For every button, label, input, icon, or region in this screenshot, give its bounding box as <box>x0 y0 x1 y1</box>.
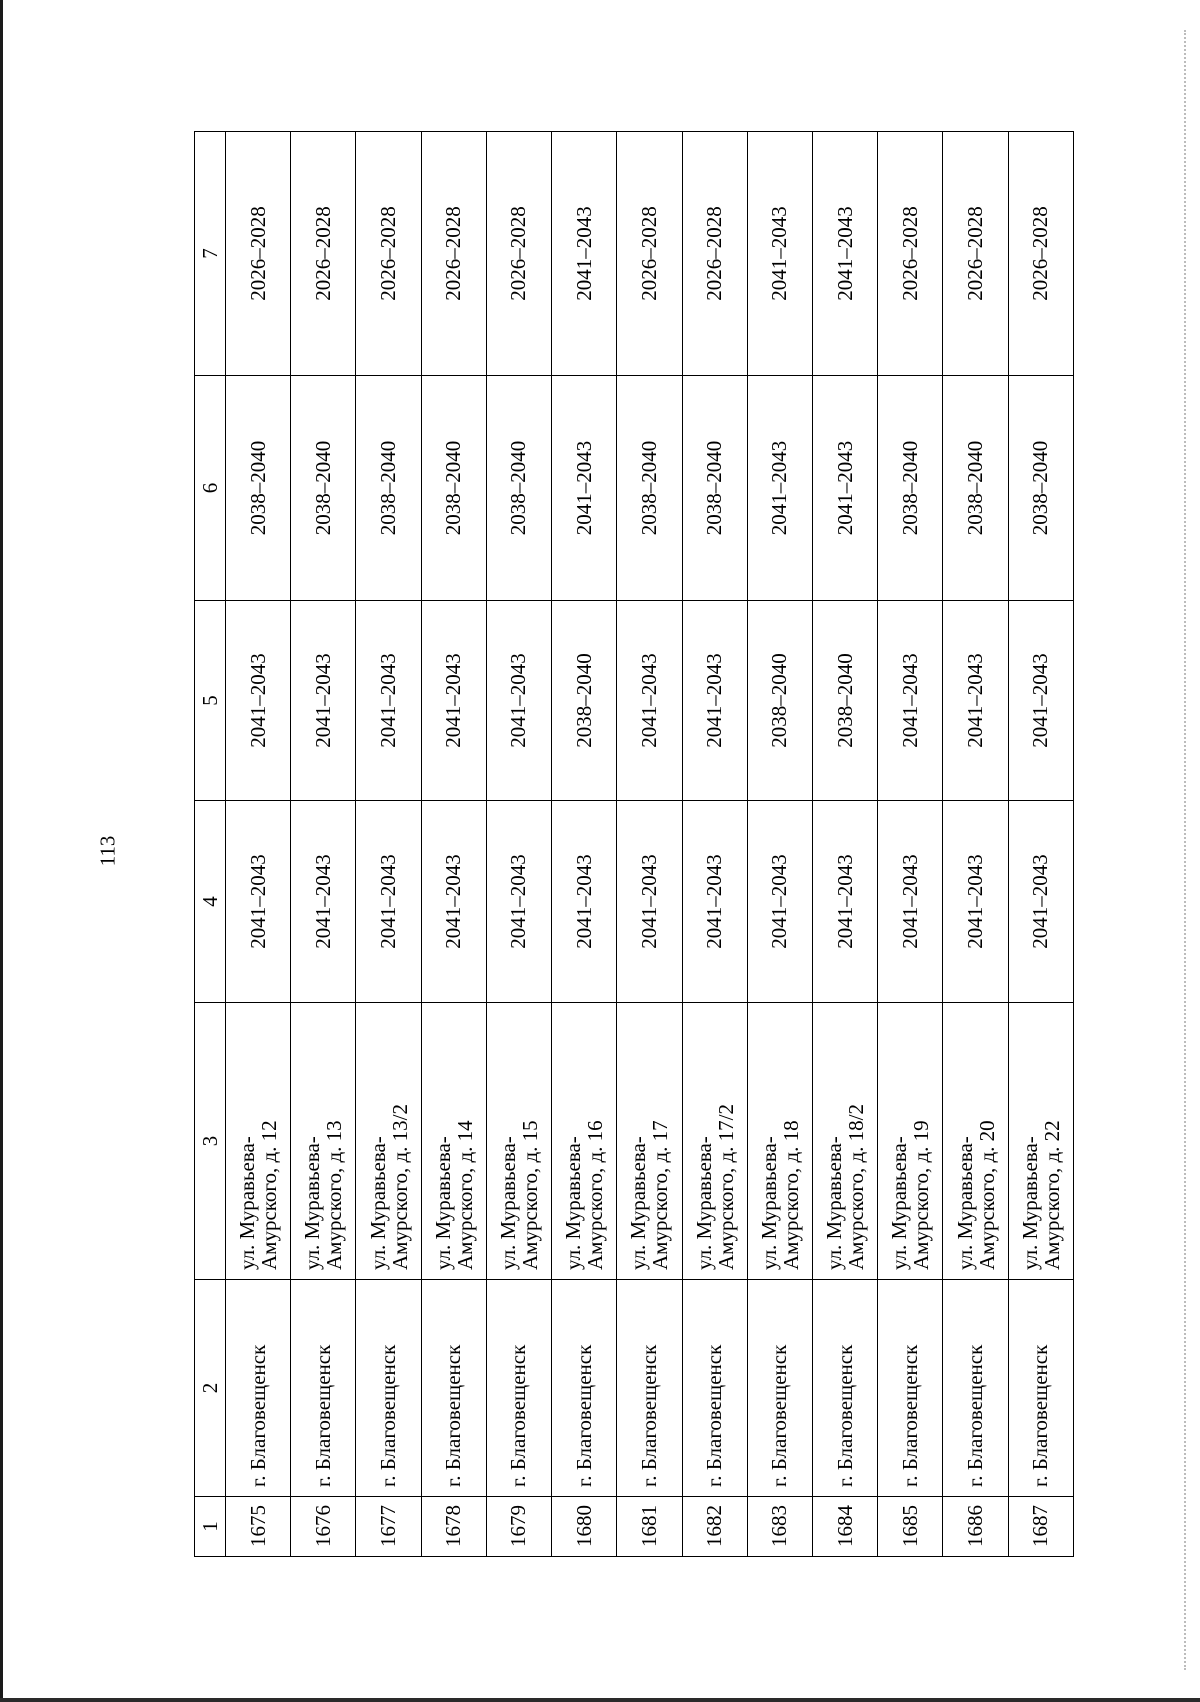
col-header-1: 1 <box>195 1497 226 1557</box>
address-street: ул. Муравьева- <box>561 1136 586 1270</box>
address-street: ул. Муравьева- <box>887 1136 912 1270</box>
cell-period-5: 2038–2040 <box>747 601 812 801</box>
cell-city: г. Благовещенск <box>878 1280 943 1497</box>
cell-address <box>421 1003 486 1280</box>
cell-period-6: 2041–2043 <box>812 376 877 601</box>
cell-city: г. Благовещенск <box>552 1280 617 1497</box>
cell-period-7: 2041–2043 <box>812 132 877 376</box>
address-street: ул. Муравьева- <box>1017 1136 1042 1270</box>
cell-period-6: 2038–2040 <box>943 376 1008 601</box>
cell-period-7: 2026–2028 <box>226 132 291 376</box>
cell-period-6: 2041–2043 <box>552 376 617 601</box>
cell-city: г. Благовещенск <box>812 1280 877 1497</box>
rotated-table-container <box>194 132 1074 1557</box>
cell-address <box>682 1003 747 1280</box>
table-row <box>291 132 356 1557</box>
cell-period-4: 2041–2043 <box>291 801 356 1003</box>
cell-period-4: 2041–2043 <box>356 801 421 1003</box>
cell-period-4: 2041–2043 <box>226 801 291 1003</box>
cell-address <box>291 1003 356 1280</box>
cell-period-7: 2026–2028 <box>617 132 682 376</box>
housing-schedule-table <box>194 131 1074 1557</box>
cell-period-5: 2041–2043 <box>356 601 421 801</box>
cell-period-4: 2041–2043 <box>1008 801 1073 1003</box>
cell-address <box>356 1003 421 1280</box>
cell-period-6: 2038–2040 <box>617 376 682 601</box>
address-house: Амурского, д. 12 <box>257 1120 282 1270</box>
cell-period-5: 2041–2043 <box>878 601 943 801</box>
cell-address <box>226 1003 291 1280</box>
table-row <box>226 132 291 1557</box>
table-row <box>617 132 682 1557</box>
address-street: ул. Муравьева- <box>626 1136 651 1270</box>
cell-period-6: 2041–2043 <box>747 376 812 601</box>
cell-number: 1677 <box>356 1497 421 1557</box>
cell-period-5: 2041–2043 <box>682 601 747 801</box>
table-row <box>552 132 617 1557</box>
table-row <box>812 132 877 1557</box>
cell-period-5: 2041–2043 <box>617 601 682 801</box>
address-house: Амурского, д. 19 <box>909 1120 934 1270</box>
cell-address <box>943 1003 1008 1280</box>
cell-period-7: 2026–2028 <box>486 132 551 376</box>
col-header-3: 3 <box>195 1003 226 1280</box>
page-number: 113 <box>95 835 120 867</box>
cell-period-6: 2038–2040 <box>682 376 747 601</box>
address-house: Амурского, д. 17 <box>648 1120 673 1270</box>
cell-number: 1679 <box>486 1497 551 1557</box>
col-header-4: 4 <box>195 801 226 1003</box>
cell-period-4: 2041–2043 <box>617 801 682 1003</box>
cell-period-7: 2026–2028 <box>943 132 1008 376</box>
address-house: Амурского, д. 22 <box>1039 1120 1064 1270</box>
cell-number: 1682 <box>682 1497 747 1557</box>
address-house: Амурского, д. 16 <box>583 1120 608 1270</box>
cell-period-6: 2038–2040 <box>1008 376 1073 601</box>
col-header-5: 5 <box>195 601 226 801</box>
address-house: Амурского, д. 13/2 <box>387 1103 412 1270</box>
cell-address <box>812 1003 877 1280</box>
rotated-table-frame <box>194 132 1074 1557</box>
address-house: Амурского, д. 18/2 <box>844 1103 869 1270</box>
scan-left-edge <box>0 0 3 1702</box>
address-street: ул. Муравьева- <box>300 1136 325 1270</box>
table-row <box>943 132 1008 1557</box>
table-row <box>421 132 486 1557</box>
cell-period-5: 2041–2043 <box>943 601 1008 801</box>
cell-city: г. Благовещенск <box>682 1280 747 1497</box>
cell-number: 1684 <box>812 1497 877 1557</box>
cell-city: г. Благовещенск <box>747 1280 812 1497</box>
address-street: ул. Муравьева- <box>495 1136 520 1270</box>
address-street: ул. Муравьева- <box>235 1136 260 1270</box>
cell-number: 1685 <box>878 1497 943 1557</box>
cell-period-5: 2041–2043 <box>226 601 291 801</box>
col-header-2: 2 <box>195 1280 226 1497</box>
table-row <box>486 132 551 1557</box>
scan-dotted-margin <box>1184 30 1186 1670</box>
address-street: ул. Муравьева- <box>822 1136 847 1270</box>
col-header-7: 7 <box>195 132 226 376</box>
address-street: ул. Муравьева- <box>365 1136 390 1270</box>
cell-address <box>747 1003 812 1280</box>
cell-period-7: 2026–2028 <box>682 132 747 376</box>
cell-period-7: 2026–2028 <box>421 132 486 376</box>
address-house: Амурского, д. 15 <box>517 1120 542 1270</box>
cell-period-4: 2041–2043 <box>486 801 551 1003</box>
cell-period-4: 2041–2043 <box>878 801 943 1003</box>
cell-period-4: 2041–2043 <box>552 801 617 1003</box>
cell-address <box>486 1003 551 1280</box>
cell-number: 1681 <box>617 1497 682 1557</box>
cell-number: 1686 <box>943 1497 1008 1557</box>
cell-city: г. Благовещенск <box>226 1280 291 1497</box>
cell-number: 1680 <box>552 1497 617 1557</box>
address-house: Амурского, д. 17/2 <box>713 1103 738 1270</box>
cell-city: г. Благовещенск <box>291 1280 356 1497</box>
address-street: ул. Муравьева- <box>430 1136 455 1270</box>
cell-city: г. Благовещенск <box>943 1280 1008 1497</box>
cell-period-4: 2041–2043 <box>943 801 1008 1003</box>
cell-period-4: 2041–2043 <box>812 801 877 1003</box>
table-row <box>682 132 747 1557</box>
table-row <box>356 132 421 1557</box>
scan-bottom-edge <box>0 1698 1200 1702</box>
cell-period-5: 2041–2043 <box>291 601 356 801</box>
cell-period-6: 2038–2040 <box>878 376 943 601</box>
cell-number: 1687 <box>1008 1497 1073 1557</box>
col-header-6: 6 <box>195 376 226 601</box>
cell-period-6: 2038–2040 <box>421 376 486 601</box>
cell-period-7: 2026–2028 <box>1008 132 1073 376</box>
cell-number: 1678 <box>421 1497 486 1557</box>
table-row <box>747 132 812 1557</box>
address-street: ул. Муравьева- <box>756 1136 781 1270</box>
cell-period-5: 2041–2043 <box>486 601 551 801</box>
cell-number: 1683 <box>747 1497 812 1557</box>
cell-city: г. Благовещенск <box>617 1280 682 1497</box>
table-row <box>878 132 943 1557</box>
cell-period-5: 2038–2040 <box>552 601 617 801</box>
cell-period-7: 2026–2028 <box>291 132 356 376</box>
cell-period-4: 2041–2043 <box>682 801 747 1003</box>
address-street: ул. Муравьева- <box>691 1136 716 1270</box>
cell-period-6: 2038–2040 <box>226 376 291 601</box>
address-street: ул. Муравьева- <box>952 1136 977 1270</box>
cell-period-5: 2041–2043 <box>421 601 486 801</box>
cell-address <box>617 1003 682 1280</box>
cell-period-4: 2041–2043 <box>747 801 812 1003</box>
cell-period-4: 2041–2043 <box>421 801 486 1003</box>
address-house: Амурского, д. 20 <box>974 1120 999 1270</box>
cell-period-7: 2026–2028 <box>878 132 943 376</box>
cell-number: 1675 <box>226 1497 291 1557</box>
cell-address <box>878 1003 943 1280</box>
cell-address <box>1008 1003 1073 1280</box>
cell-city: г. Благовещенск <box>356 1280 421 1497</box>
cell-period-5: 2038–2040 <box>812 601 877 801</box>
cell-city: г. Благовещенск <box>421 1280 486 1497</box>
cell-city: г. Благовещенск <box>1008 1280 1073 1497</box>
cell-number: 1676 <box>291 1497 356 1557</box>
cell-period-7: 2041–2043 <box>747 132 812 376</box>
address-house: Амурского, д. 18 <box>778 1120 803 1270</box>
address-house: Амурского, д. 13 <box>322 1120 347 1270</box>
cell-period-7: 2026–2028 <box>356 132 421 376</box>
address-house: Амурского, д. 14 <box>452 1120 477 1270</box>
cell-city: г. Благовещенск <box>486 1280 551 1497</box>
cell-period-6: 2038–2040 <box>291 376 356 601</box>
cell-period-6: 2038–2040 <box>486 376 551 601</box>
cell-period-7: 2041–2043 <box>552 132 617 376</box>
table-row <box>1008 132 1073 1557</box>
cell-period-5: 2041–2043 <box>1008 601 1073 801</box>
cell-address <box>552 1003 617 1280</box>
header-row <box>195 132 226 1557</box>
cell-period-6: 2038–2040 <box>356 376 421 601</box>
